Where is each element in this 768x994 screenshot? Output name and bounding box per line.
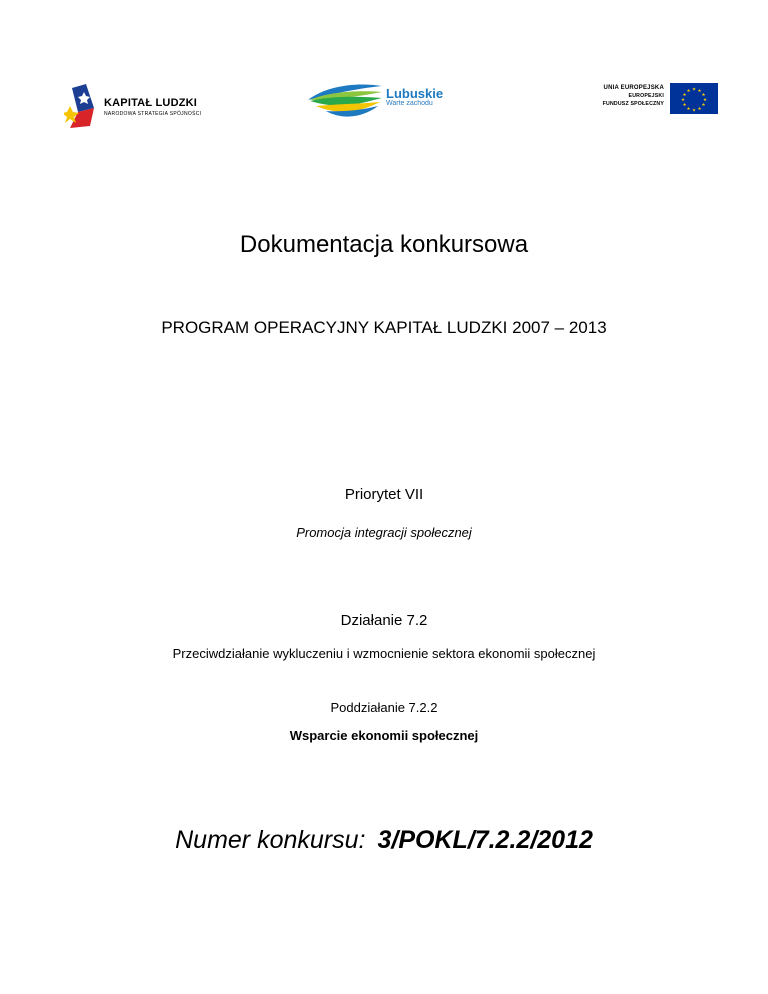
contest-label: Numer konkursu: [175,826,366,854]
eu-logo-line1: UNIA EUROPEJSKA [603,85,664,91]
svg-text:★: ★ [691,108,697,114]
lubuskie-subtitle: Warte zachodu [386,100,433,107]
priority-name: Promocja integracji społecznej [296,525,472,540]
kapital-ludzki-logo [64,82,224,132]
subaction-name: Wsparcie ekonomii społecznej [289,728,479,743]
eu-logo [584,77,730,119]
svg-text:★: ★ [697,89,702,94]
subaction-label: Poddziałanie 7.2.2 [330,700,438,715]
svg-text:★: ★ [686,89,691,94]
lubuskie-waves-icon [306,78,386,122]
contest-number: 3/POKL/7.2.2/2012 [377,826,593,854]
program-name: PROGRAM OPERACYJNY KAPITAŁ LUDZKI 2007 – 2013 [161,318,607,337]
svg-text:★: ★ [701,103,706,108]
priority-label: Priorytet VII [344,486,424,503]
lubuskie-logo [306,78,466,122]
kapital-ludzki-subtitle: NARODOWA STRATEGIA SPÓJNOŚCI [104,111,202,117]
eu-logo-line2: EUROPEJSKI [628,93,664,99]
lubuskie-title: Lubuskie [386,86,444,101]
eu-flag-icon [670,83,718,114]
eu-logo-line3: FUNDUSZ SPOŁECZNY [602,101,664,107]
svg-text:★: ★ [691,87,697,93]
kapital-ludzki-emblem-icon [64,82,104,132]
svg-text:★: ★ [697,107,702,112]
svg-text:★: ★ [701,93,706,98]
svg-text:★: ★ [682,93,687,98]
document-title: Dokumentacja konkursowa [239,231,529,258]
svg-text:★: ★ [682,103,687,108]
svg-text:★: ★ [686,107,691,112]
svg-text:★: ★ [680,98,686,103]
action-name: Przeciwdziałanie wykluczeniu i wzmocnienie sektora ekonomii społecznej [172,646,596,661]
svg-text:★: ★ [702,98,708,103]
action-label: Działanie 7.2 [340,612,428,629]
contest-number-line [0,826,768,855]
kapital-ludzki-title: KAPITAŁ LUDZKI [104,97,198,109]
